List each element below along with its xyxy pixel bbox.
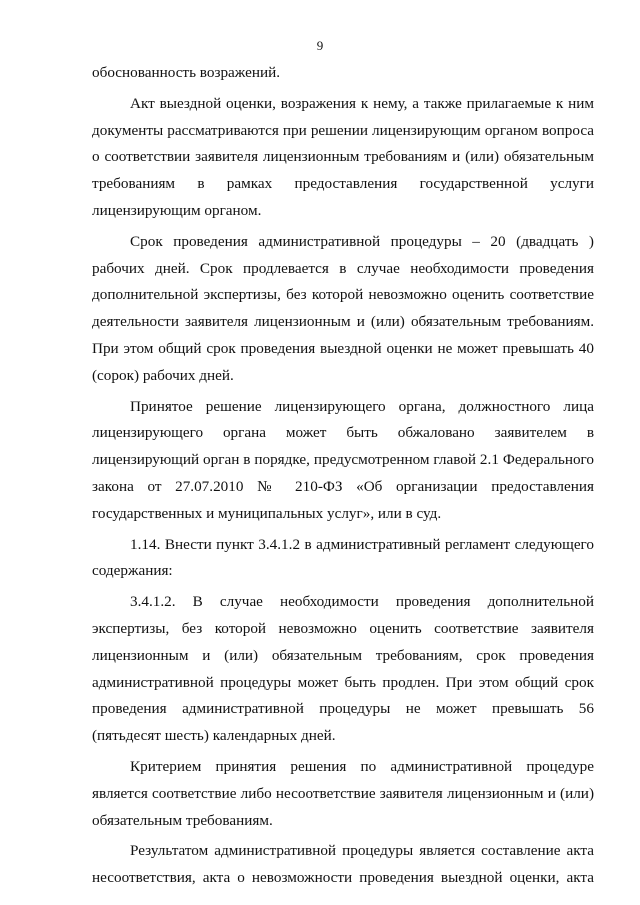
paragraph: Срок проведения административной процедуры – 20 (двадцать ) рабочих дней. Срок продлевается в случае необходимости проведения дополнительной экспертизы, без которой невозможно оценить соответствие деятельности заявителя лицензионным и (или) обязательным требованиям. При этом общий срок проведения выездной оценки не может превышать 40 (сорок) рабочих дней. xyxy=(92,232,594,384)
paragraph: Результатом административной процедуры является составление акта несоответствия, акта о невозможности проведения выездной оценки, акта xyxy=(92,842,594,887)
document-body xyxy=(92,60,594,896)
paragraph: обоснованность возражений. xyxy=(92,64,281,81)
paragraph: 1.14. Внести пункт 3.4.1.2 в административный регламент следующего содержания: xyxy=(92,535,594,580)
paragraph: Критерием принятия решения по административной процедуре является соответствие либо несоответствие заявителя лицензионным и (или) обязательным требованиям. xyxy=(92,757,594,829)
paragraph: Акт выездной оценки, возражения к нему, а также прилагаемые к ним документы рассматриваются при решении лицензирующим органом вопроса о соответствии заявителя лицензионным требованиям и (или) обязательным требованиям в рамках предоставления государственной услуги лицензирующим органом. xyxy=(92,94,594,219)
paragraph: 3.4.1.2. В случае необходимости проведения дополнительной экспертизы, без которой невозможно оценить соответствие заявителя лицензионным и (или) обязательным требованиям, срок проведения административной процедуры может быть продлен. При этом общий срок проведения административной процедуры не может превышать 56 (пятьдесят шесть) календарных дней. xyxy=(92,593,594,745)
page-number: 9 xyxy=(316,38,324,53)
paragraph: Принятое решение лицензирующего органа, должностного лица лицензирующего органа может быть обжаловано заявителем в лицензирующий орган в порядке, предусмотренном главой 2.1 Федерального закона от 27.07.2010 № 210-ФЗ «Об организации предоставления государственных и муниципальных услуг», или в суд. xyxy=(92,397,594,522)
